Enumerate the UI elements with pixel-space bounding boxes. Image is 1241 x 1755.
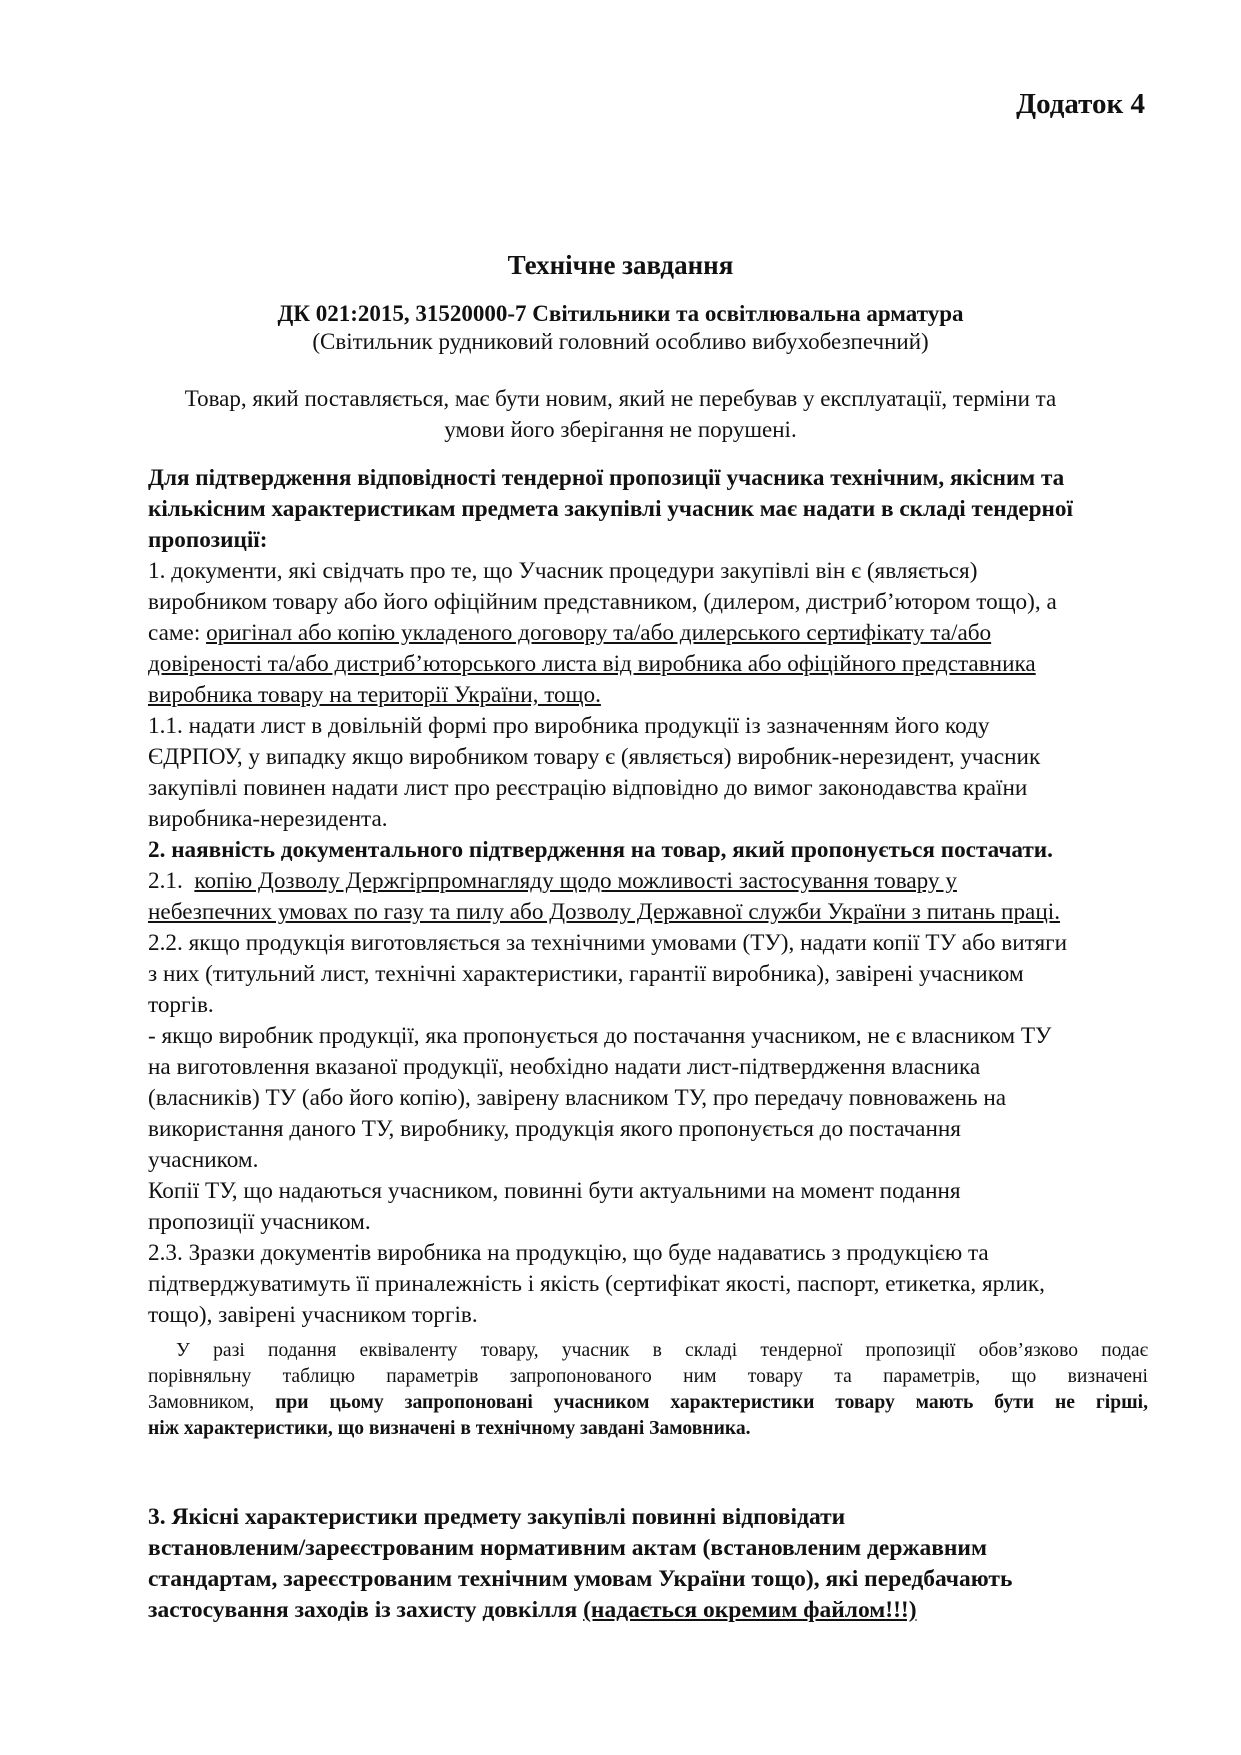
separate-file-note: (надається окремим файлом!!!) <box>583 1597 917 1623</box>
appendix-label: Додаток 4 <box>1016 88 1145 120</box>
equivalent-bold-text: при цьому запропоновані учасником характеристики товару мають бути не гірші, <box>275 1392 1148 1413</box>
item2-1-underlined-line: небезпечних умовах по газу та пилу або Дозволу Державної служби України з питань праці. <box>148 899 1060 925</box>
requirements-lead-line: пропозиції: <box>148 527 268 553</box>
item2-2-line: Копії ТУ, що надаються учасником, повинні бути актуальними на момент подання <box>148 1178 961 1204</box>
item2-2-line: 2.2. якщо продукція виготовляється за технічними умовами (ТУ), надати копії ТУ або витяги <box>148 930 1068 956</box>
requirements-lead-line: Для підтвердження відповідності тендерної пропозиції учасника технічним, якісним та <box>148 465 1065 491</box>
item2-1-underlined-text: копію Дозволу Держгірпромнагляду щодо можливості застосування товару у <box>194 868 957 894</box>
equivalent-bold-line: ніж характеристики, що визначені в технічному завдані Замовника. <box>148 1418 751 1439</box>
section3-paragraph <box>148 1502 1148 1626</box>
item2-2-line: учасником. <box>148 1147 259 1173</box>
section3-plain-text: застосування заходів із захисту довкілля <box>148 1597 584 1623</box>
item2-1-line <box>148 866 1148 897</box>
subject-code-line: ДК 021:2015, 31520000-7 Світильники та освітлювальна арматура <box>277 301 964 326</box>
section3-line: встановленим/зареєстрованим нормативним актам (встановленим державним <box>148 1535 987 1561</box>
item2-2-line: використання даного ТУ, виробнику, продукція якого пропонується до постачання <box>148 1116 961 1142</box>
item1-line: виробником товару або його офіційним представником, (дилером, дистриб’ютором тощо), а <box>148 589 1057 615</box>
item2-2-line: - якщо виробник продукції, яка пропонується до постачання учасником, не є власником ТУ <box>148 1023 1052 1049</box>
item1-underlined-text: оригінал або копію укладеного договору та/або дилерського сертифікату та/або <box>206 620 992 646</box>
requirements-lead-line: кількісним характеристикам предмета закупівлі учасник має надати в складі тендерної <box>148 496 1073 522</box>
intro-line: Товар, який поставляється, має бути новим, який не перебував у експлуатації, терміни та <box>184 386 1057 411</box>
item1-1-line: ЄДРПОУ, у випадку якщо виробником товару є (являється) виробник-нерезидент, учасник <box>148 744 1041 770</box>
item2-2-line: на виготовлення вказаної продукції, необхідно надати лист-підтвердження власника <box>148 1054 981 1080</box>
item1-prefix: саме: <box>148 620 207 646</box>
item1-line: 1. документи, які свідчать про те, що Учасник процедури закупівлі він є (являється) <box>148 558 978 584</box>
item2-heading: 2. наявність документального підтвердження на товар, який пропонується постачати. <box>148 837 1053 863</box>
intro-line: умови його зберігання не порушені. <box>444 417 797 442</box>
item2-2-line: з них (титульний лист, технічні характеристики, гарантії виробника), завірені учасником <box>148 961 1024 987</box>
equivalent-line: У разі подання еквіваленту товару, учасник в складі тендерної пропозиції обов’язково подає <box>176 1340 1148 1361</box>
equivalent-plain-text: Замовником, <box>148 1392 276 1413</box>
subject-subtitle: (Світильник рудниковий головний особливо вибухобезпечний) <box>312 329 929 354</box>
item1-underlined-line: довіреності та/або дистриб’юторського листа від виробника або офіційного представника <box>148 651 1036 677</box>
item2-3-line: 2.3. Зразки документів виробника на продукцію, що буде надаватись з продукцією та <box>148 1240 989 1266</box>
item2-1-prefix: 2.1. <box>148 868 195 894</box>
item2-2-line: пропозиції учасником. <box>148 1209 371 1235</box>
document-title: Технічне завдання <box>507 250 734 280</box>
item1-underlined-line: виробника товару на території України, тощо. <box>148 682 601 708</box>
intro-paragraph <box>0 383 1241 445</box>
equivalent-paragraph <box>148 1338 1148 1442</box>
item1-line <box>148 618 1148 649</box>
item2-3-line: тощо), завірені учасником торгів. <box>148 1302 478 1328</box>
section3-line <box>148 1595 1148 1626</box>
requirements-block <box>148 463 1148 1331</box>
item2-2-line: торгів. <box>148 992 214 1018</box>
item1-1-line: виробника-нерезидента. <box>148 806 388 832</box>
item1-1-line: 1.1. надати лист в довільній формі про виробника продукції із зазначенням його коду <box>148 713 990 739</box>
equivalent-line: порівняльну таблицю параметрів запропонованого ним товару та параметрів, що визначені <box>148 1366 1148 1387</box>
section3-line: 3. Якісні характеристики предмету закупівлі повинні відповідати <box>148 1504 846 1530</box>
equivalent-line <box>148 1390 1148 1416</box>
item2-3-line: підтверджуватимуть її приналежність і якість (сертифікат якості, паспорт, етикетка, ярлик, <box>148 1271 1045 1297</box>
item1-1-line: закупівлі повинен надати лист про реєстрацію відповідно до вимог законодавства країни <box>148 775 1028 801</box>
item2-2-line: (власників) ТУ (або його копію), завірену власником ТУ, про передачу повноважень на <box>148 1085 1007 1111</box>
section3-line: стандартам, зареєстрованим технічним умовам України тощо), які передбачають <box>148 1566 1013 1592</box>
